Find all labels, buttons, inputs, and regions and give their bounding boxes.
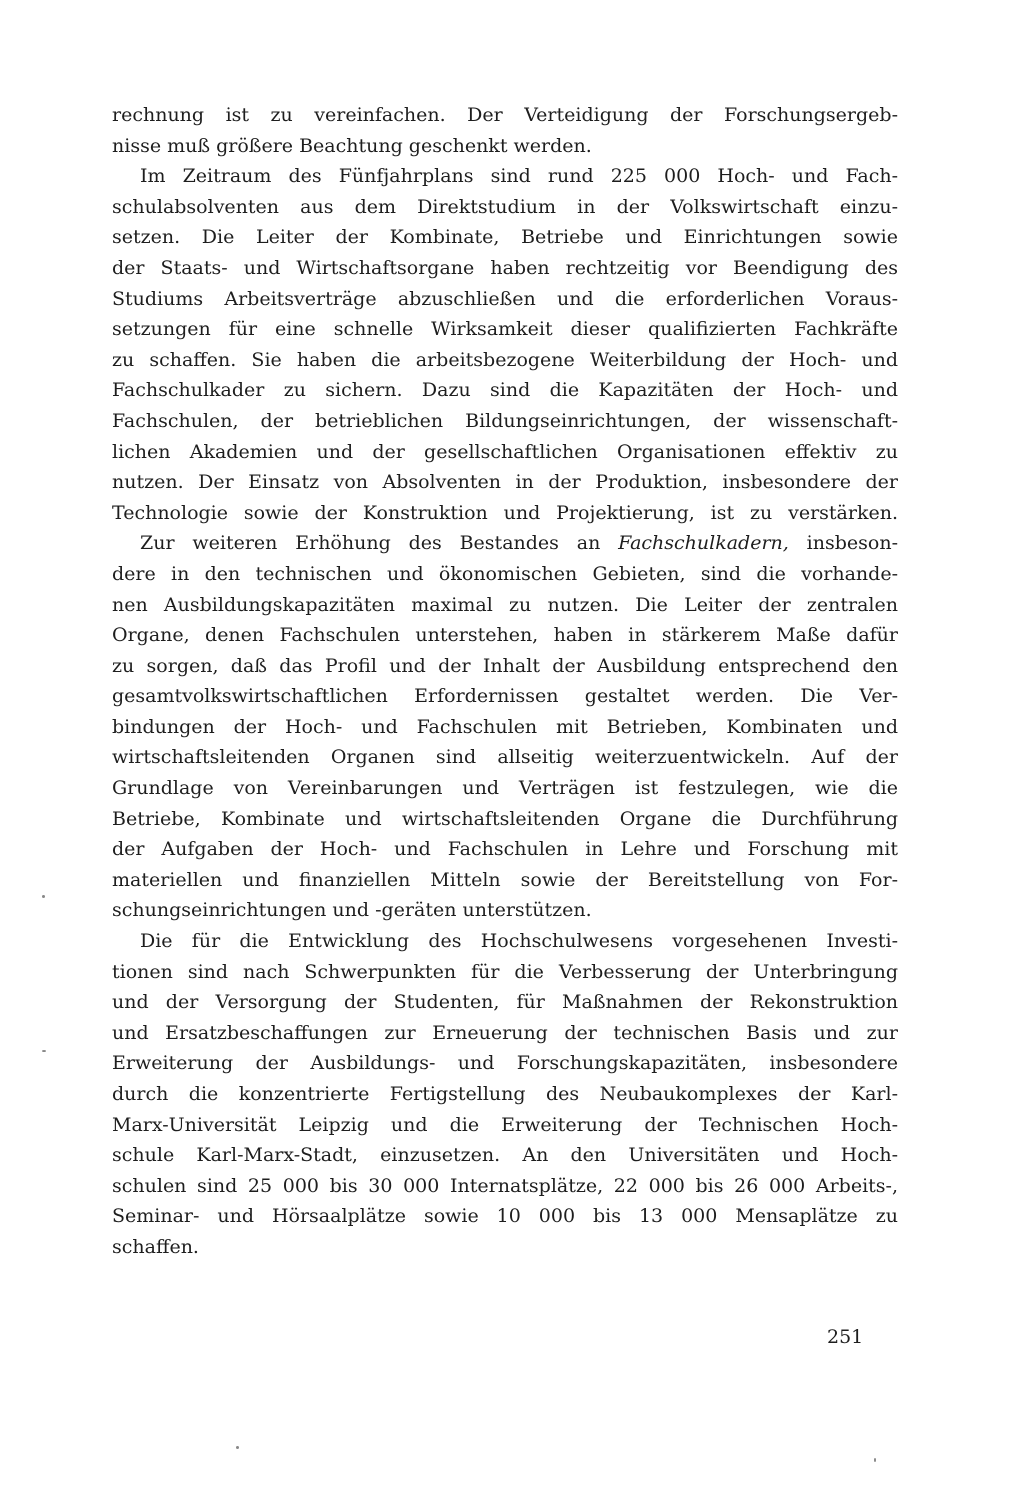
- paragraph-1: [112, 100, 898, 161]
- text-line: rechnung ist zu vereinfachen. Der Verteidigung der Forschungsergeb-: [112, 104, 898, 126]
- text-line: Seminar- und Hörsaalplätze sowie 10 000 bis 13 000 Mensaplätze zu: [112, 1205, 898, 1228]
- text-line: schaffen.: [112, 1235, 199, 1258]
- text-line: dere in den technischen und ökonomischen Gebieten, sind die vorhande-: [112, 562, 898, 585]
- text-line: schulen sind 25 000 bis 30 000 Internatsplätze, 22 000 bis 26 000 Arbeits-,: [112, 1174, 898, 1197]
- text-line: wirtschaftsleitenden Organen sind allseitig weiterzuentwickeln. Auf der: [112, 746, 898, 769]
- text-line: Im Zeitraum des Fünfjahrplans sind rund 225 000 Hoch- und Fach-: [140, 165, 898, 188]
- text-line: Betriebe, Kombinate und wirtschaftsleitenden Organe die Durchführung: [112, 807, 898, 830]
- body-text: [112, 100, 898, 1263]
- paragraph-2: [112, 161, 898, 528]
- text-line: tionen sind nach Schwerpunkten für die Verbesserung der Unterbringung: [112, 960, 898, 983]
- emphasis-text: Fachschulkadern,: [618, 532, 789, 555]
- text-line: Fachschulen, der betrieblichen Bildungseinrichtungen, der wissenschaft-: [112, 409, 898, 432]
- text-line: Studiums Arbeitsverträge abzuschließen und die erforderlichen Voraus-: [112, 287, 898, 310]
- text-line: der Aufgaben der Hoch- und Fachschulen in Lehre und Forschung mit: [112, 838, 898, 861]
- text-line: bindungen der Hoch- und Fachschulen mit Betrieben, Kombinaten und: [112, 715, 898, 738]
- scan-speck: [42, 1050, 46, 1052]
- text-line: gesamtvolkswirtschaftlichen Erfordernissen gestaltet werden. Die Ver-: [112, 685, 898, 708]
- text-line: Organe, denen Fachschulen unterstehen, haben in stärkerem Maße dafür: [112, 624, 898, 647]
- text-line: Die für die Entwicklung des Hochschulwesens vorgesehenen Investi-: [140, 930, 898, 953]
- paragraph-3: [112, 528, 898, 926]
- text-line: der Staats- und Wirtschaftsorgane haben rechtzeitig vor Beendigung des: [112, 256, 898, 279]
- text-line: materiellen und finanziellen Mitteln sowie der Bereitstellung von For-: [112, 868, 898, 891]
- text-line: und der Versorgung der Studenten, für Maßnahmen der Rekonstruktion: [112, 991, 898, 1014]
- text-line: Grundlage von Vereinbarungen und Verträgen ist festzulegen, wie die: [112, 777, 898, 800]
- text-line: nen Ausbildungskapazitäten maximal zu nutzen. Die Leiter der zentralen: [112, 593, 898, 616]
- text-line: durch die konzentrierte Fertigstellung des Neubaukomplexes der Karl-: [112, 1083, 898, 1105]
- text-line: Fachschulkader zu sichern. Dazu sind die Kapazitäten der Hoch- und: [112, 379, 898, 402]
- paragraph-4: [112, 926, 898, 1263]
- text-line: nutzen. Der Einsatz von Absolventen in der Produktion, insbesondere der: [112, 471, 898, 494]
- text-line: zu sorgen, daß das Profil und der Inhalt der Ausbildung entsprechend den: [112, 654, 898, 677]
- text-line: zu schaffen. Sie haben die arbeitsbezogene Weiterbildung der Hoch- und: [112, 348, 898, 371]
- page-number: 251: [827, 1326, 864, 1348]
- text-line: nisse muß größere Beachtung geschenkt werden.: [112, 134, 592, 157]
- text-line: schulabsolventen aus dem Direktstudium in der Volkswirtschaft einzu-: [112, 195, 898, 218]
- text-line: Erweiterung der Ausbildungs- und Forschungskapazitäten, insbesondere: [112, 1052, 898, 1075]
- scan-speck: [874, 1458, 876, 1462]
- text-line: [112, 528, 898, 559]
- text-line: setzen. Die Leiter der Kombinate, Betriebe und Einrichtungen sowie: [112, 226, 898, 249]
- text-line: schungseinrichtungen und -geräten unterstützen.: [112, 899, 592, 922]
- text-line: lichen Akademien und der gesellschaftlichen Organisationen effektiv zu: [112, 440, 898, 463]
- scan-speck: [42, 895, 45, 898]
- text-line: setzungen für eine schnelle Wirksamkeit dieser qualifizierten Fachkräfte: [112, 318, 898, 341]
- text-run: Zur weiteren Erhöhung des Bestandes an: [140, 532, 619, 555]
- text-line: Technologie sowie der Konstruktion und Projektierung, ist zu verstärken.: [112, 501, 898, 524]
- scan-speck: [236, 1446, 239, 1449]
- text-run: insbeson-: [788, 532, 898, 555]
- text-line: schule Karl-Marx-Stadt, einzusetzen. An den Universitäten und Hoch-: [112, 1144, 898, 1167]
- text-line: und Ersatzbeschaffungen zur Erneuerung der technischen Basis und zur: [112, 1021, 898, 1044]
- text-line: Marx-Universität Leipzig und die Erweiterung der Technischen Hoch-: [112, 1113, 898, 1136]
